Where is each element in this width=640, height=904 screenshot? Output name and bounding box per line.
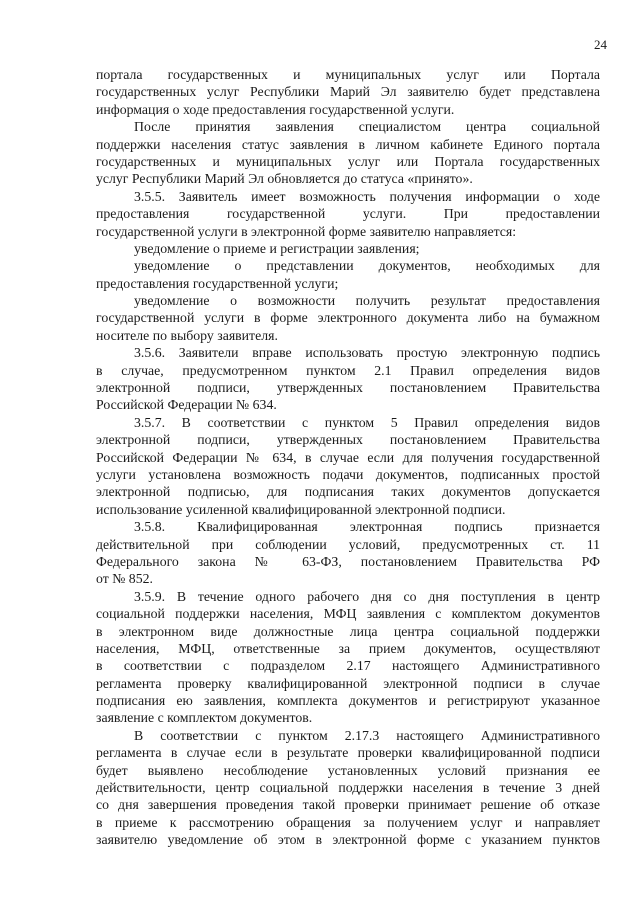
text-line: уведомление о представлении документов, необходимых для <box>134 258 600 274</box>
text-line: поддержки населения статус заявления в личном кабинете Единого портала <box>96 136 600 152</box>
text-line: услуг Республики Марий Эл обновляется до статуса «принято». <box>96 171 473 187</box>
text-line: будет выявлено несоблюдение установленных условий признания ее <box>96 762 600 778</box>
text-line: предоставления государственной услуги; <box>96 275 339 291</box>
text-line: уведомление о приеме и регистрации заявления; <box>134 240 420 256</box>
document-body <box>96 66 600 849</box>
text-line: подписания ею заявления, комплекта документов и регистрируют указанное <box>96 693 600 709</box>
text-line: заявление с комплектом документов. <box>96 710 313 726</box>
text-line: носителе по выбору заявителя. <box>96 327 278 343</box>
text-line: государственных и муниципальных услуг или Портала государственных <box>96 153 600 169</box>
text-line: услуги установлена возможность подачи документов, подписанных простой <box>96 466 600 482</box>
text-line: регламента проверку квалифицированной электронной подписи в случае <box>96 675 600 691</box>
text-line: со дня завершения проведения такой проверки принимает решение об отказе <box>96 797 600 813</box>
text-line: 3.5.8. Квалифицированная электронная подпись признается <box>134 519 600 535</box>
text-line: в электронном виде должностные лица центра социальной поддержки <box>96 623 600 639</box>
text-line: После принятия заявления специалистом центра социальной <box>134 119 600 135</box>
text-line: населения, МФЦ, ответственные за прием документов, осуществляют <box>96 640 600 656</box>
text-line: социальной поддержки населения, МФЦ заявления с комплектом документов <box>96 606 600 622</box>
text-line: уведомление о возможности получить результат предоставления <box>134 293 600 309</box>
text-line: государственной услуги в электронной форме заявителю направляется: <box>96 223 517 239</box>
text-line: регламента в случае если в результате проверки квалифицированной подписи <box>96 745 600 761</box>
text-line: предоставления государственной услуги. При предоставлении <box>96 206 600 222</box>
text-line: информация о ходе предоставления государственной услуги. <box>96 101 455 117</box>
text-line: действительной при соблюдении условий, предусмотренных ст. 11 <box>96 536 600 552</box>
text-line: 3.5.9. В течение одного рабочего дня со дня поступления в центр <box>134 588 600 604</box>
text-line: электронной подписью, для подписания таких документов допускается <box>96 484 600 500</box>
text-line: действительности, центр социальной поддержки населения в течение 3 дней <box>96 780 600 796</box>
text-line: 3.5.6. Заявители вправе использовать простую электронную подпись <box>134 345 600 361</box>
text-line: электронной подписи, утвержденных постановлением Правительства <box>96 380 600 396</box>
text-line: В соответствии с пунктом 2.17.3 настоящего Административного <box>134 727 600 743</box>
text-line: использование усиленной квалифицированной электронной подписи. <box>96 501 506 517</box>
text-line: государственной услуги в форме электронного документа либо на бумажном <box>96 310 600 326</box>
text-line: Российской Федерации № 634, в случае если для получения государственной <box>96 449 600 465</box>
text-line: портала государственных и муниципальных услуг или Портала <box>96 67 600 82</box>
text-line: от № 852. <box>96 571 153 587</box>
text-line: 3.5.7. В соответствии с пунктом 5 Правил определения видов <box>134 414 600 430</box>
text-line: государственных услуг Республики Марий Эл заявителю будет представлена <box>96 84 600 100</box>
text-line: в приеме к рассмотрению обращения за получением услуг и направляет <box>96 814 600 830</box>
text-line: заявителю уведомление об этом в электронной форме с указанием пунктов <box>96 832 600 848</box>
text-line: Федерального закона № 63-ФЗ, постановлением Правительства РФ <box>96 553 600 569</box>
text-line: в случае, предусмотренном пунктом 2.1 Правил определения видов <box>96 362 600 378</box>
text-line: 3.5.5. Заявитель имеет возможность получения информации о ходе <box>134 188 600 204</box>
text-line: электронной подписи, утвержденных постановлением Правительства <box>96 432 600 448</box>
text-line: Российской Федерации № 634. <box>96 397 277 413</box>
text-line: в соответствии с подразделом 2.17 настоящего Административного <box>96 658 600 674</box>
page-number: 24 <box>594 37 607 52</box>
